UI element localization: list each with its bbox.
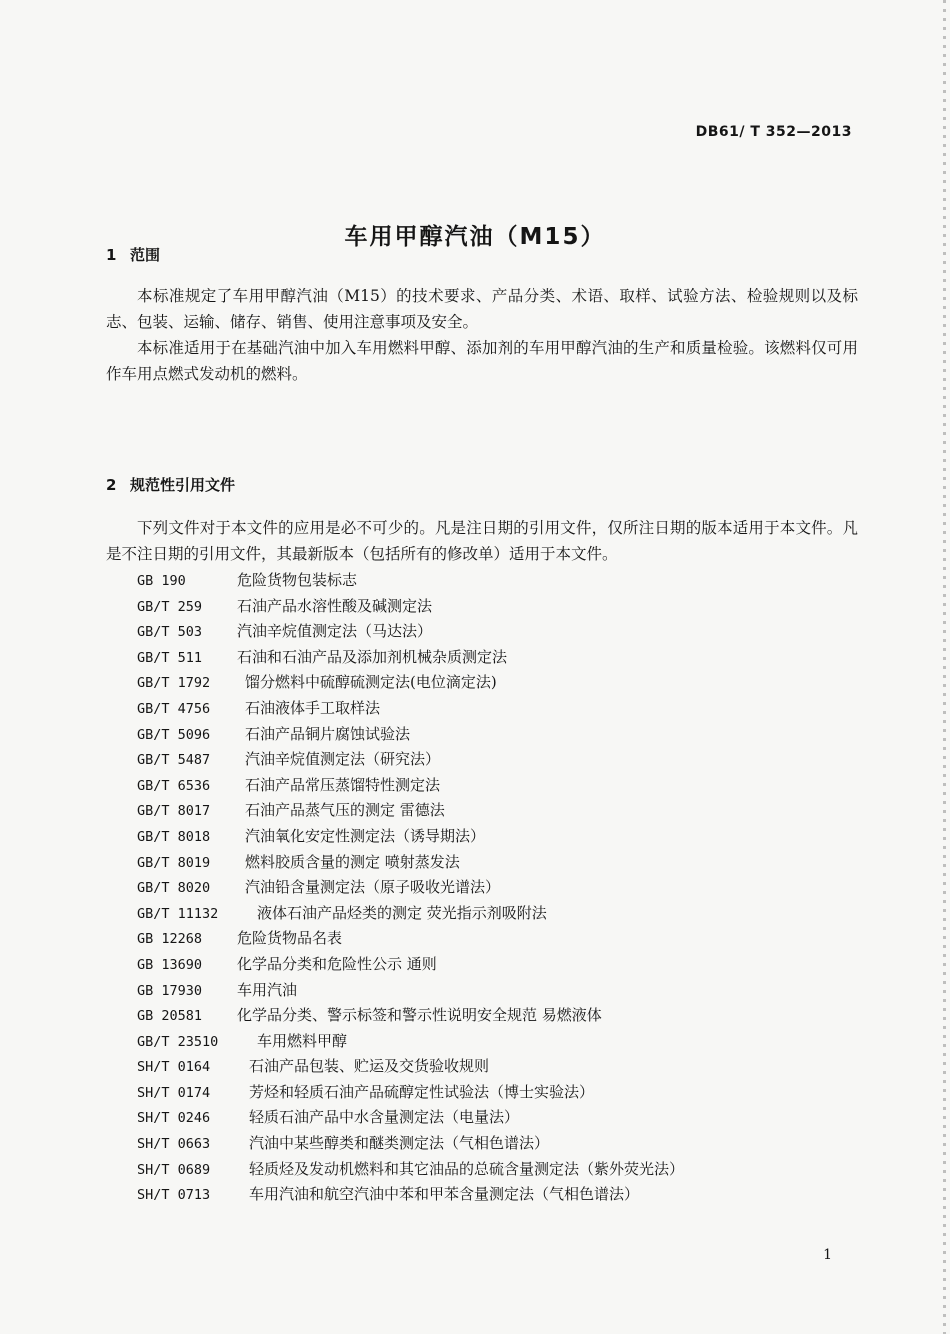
reference-item [137, 1003, 684, 1029]
reference-code: GB/T 1792 [137, 675, 211, 692]
reference-title: 燃料胶质含量的测定 喷射蒸发法 [245, 852, 460, 871]
reference-code: GB/T 23510 [137, 1033, 219, 1050]
reference-title: 汽油辛烷值测定法（马达法） [237, 622, 433, 641]
reference-item [137, 747, 684, 773]
reference-item [137, 670, 684, 696]
reference-item [137, 619, 684, 645]
section-number: 2 [106, 476, 117, 494]
reference-title: 液体石油产品烃类的测定 荧光指示剂吸附法 [257, 903, 547, 922]
reference-item [137, 875, 684, 901]
reference-code: GB 190 [137, 573, 186, 589]
reference-title: 危险货物包装标志 [237, 571, 358, 589]
reference-item [137, 1029, 684, 1055]
reference-title: 汽油中某些醇类和醚类测定法（气相色谱法） [249, 1134, 550, 1153]
reference-code: GB/T 8018 [137, 828, 211, 845]
reference-code: GB 20581 [137, 1008, 203, 1025]
reference-item [137, 850, 684, 876]
page-number: 1 [823, 1247, 832, 1263]
reference-title: 石油产品常压蒸馏特性测定法 [245, 775, 441, 794]
reference-title: 芳烃和轻质石油产品硫醇定性试验法（博士实验法） [249, 1082, 595, 1101]
reference-code: GB/T 503 [137, 624, 203, 641]
reference-code: GB/T 8017 [137, 803, 211, 820]
standard-code: DB61/ T 352—2013 [695, 124, 852, 140]
reference-title: 汽油铅含量测定法（原子吸收光谱法） [245, 878, 501, 897]
reference-code: SH/T 0246 [137, 1110, 211, 1127]
reference-title: 馏分燃料中硫醇硫测定法(电位滴定法) [245, 673, 497, 692]
reference-title: 汽油辛烷值测定法（研究法） [245, 750, 441, 769]
reference-item [137, 594, 684, 620]
reference-code: GB 12268 [137, 931, 203, 948]
reference-title: 车用汽油和航空汽油中苯和甲苯含量测定法（气相色谱法） [249, 1185, 640, 1204]
reference-code: GB/T 8019 [137, 854, 211, 871]
reference-title: 石油产品包装、贮运及交货验收规则 [249, 1057, 490, 1076]
page-title: 车用甲醇汽油（M15） [344, 224, 606, 250]
references-intro: 下列文件对于本文件的应用是必不可少的。凡是注日期的引用文件，仅所注日期的版本适用于本文件。凡是不注日期的引用文件，其最新版本（包括所有的修改单）适用于本文件。 [106, 519, 858, 563]
reference-code: SH/T 0663 [137, 1136, 211, 1153]
reference-title: 轻质烃及发动机燃料和其它油品的总硫含量测定法（紫外荧光法） [249, 1159, 685, 1178]
reference-item [137, 1080, 684, 1106]
reference-code: GB/T 259 [137, 598, 203, 615]
reference-item [137, 952, 684, 978]
reference-code: GB 13690 [137, 956, 203, 973]
reference-title: 石油产品蒸气压的测定 雷德法 [245, 801, 445, 820]
reference-title: 轻质石油产品中水含量测定法（电量法） [249, 1108, 520, 1127]
reference-item [137, 1105, 684, 1131]
reference-item [137, 773, 684, 799]
reference-title: 车用汽油 [237, 980, 298, 999]
scope-paragraph-1: 本标准规定了车用甲醇汽油（M15）的技术要求、产品分类、术语、取样、试验方法、检验规则以及标志、包装、运输、储存、销售、使用注意事项及安全。 [106, 287, 858, 331]
scope-paragraph-2: 本标准适用于在基础汽油中加入车用燃料甲醇、添加剂的车用甲醇汽油的生产和质量检验。该燃料仅可用作车用点燃式发动机的燃料。 [106, 339, 858, 383]
section-title: 规范性引用文件 [130, 476, 236, 494]
reference-item [137, 645, 684, 671]
reference-item [137, 1054, 684, 1080]
reference-item [137, 1131, 684, 1157]
reference-title: 石油液体手工取样法 [245, 698, 381, 717]
reference-title: 石油产品水溶性酸及碱测定法 [237, 596, 433, 615]
reference-code: SH/T 0164 [137, 1059, 211, 1076]
reference-item [137, 798, 684, 824]
reference-code: GB/T 5487 [137, 752, 211, 769]
reference-item [137, 1182, 684, 1208]
reference-code: GB/T 6536 [137, 777, 211, 794]
reference-item [137, 722, 684, 748]
reference-code: GB/T 511 [137, 649, 203, 666]
scan-edge [943, 0, 946, 1334]
section-2-heading [106, 474, 235, 495]
reference-code: SH/T 0689 [137, 1161, 211, 1178]
section-title: 范围 [130, 246, 161, 264]
reference-title: 石油产品铜片腐蚀试验法 [245, 724, 411, 743]
reference-item [137, 696, 684, 722]
reference-title: 化学品分类和危险性公示 通则 [237, 954, 437, 973]
reference-title: 化学品分类、警示标签和警示性说明安全规范 易燃液体 [237, 1006, 602, 1025]
reference-item [137, 824, 684, 850]
reference-title: 石油和石油产品及添加剂机械杂质测定法 [237, 647, 508, 666]
reference-title: 车用燃料甲醇 [257, 1031, 348, 1050]
section-number: 1 [106, 246, 117, 264]
section-1-heading [106, 244, 160, 265]
reference-code: GB/T 8020 [137, 880, 211, 897]
reference-code: SH/T 0174 [137, 1084, 211, 1101]
reference-code: GB/T 5096 [137, 726, 211, 743]
reference-title: 汽油氧化安定性测定法（诱导期法） [245, 826, 486, 845]
reference-item [137, 1157, 684, 1183]
reference-title: 危险货物品名表 [237, 929, 343, 948]
reference-code: GB/T 4756 [137, 700, 211, 717]
reference-item [137, 568, 684, 594]
reference-code: SH/T 0713 [137, 1187, 211, 1204]
reference-item [137, 926, 684, 952]
reference-item [137, 978, 684, 1004]
reference-item [137, 901, 684, 927]
reference-code: GB 17930 [137, 982, 203, 999]
reference-list [137, 568, 684, 1208]
reference-code: GB/T 11132 [137, 905, 219, 922]
